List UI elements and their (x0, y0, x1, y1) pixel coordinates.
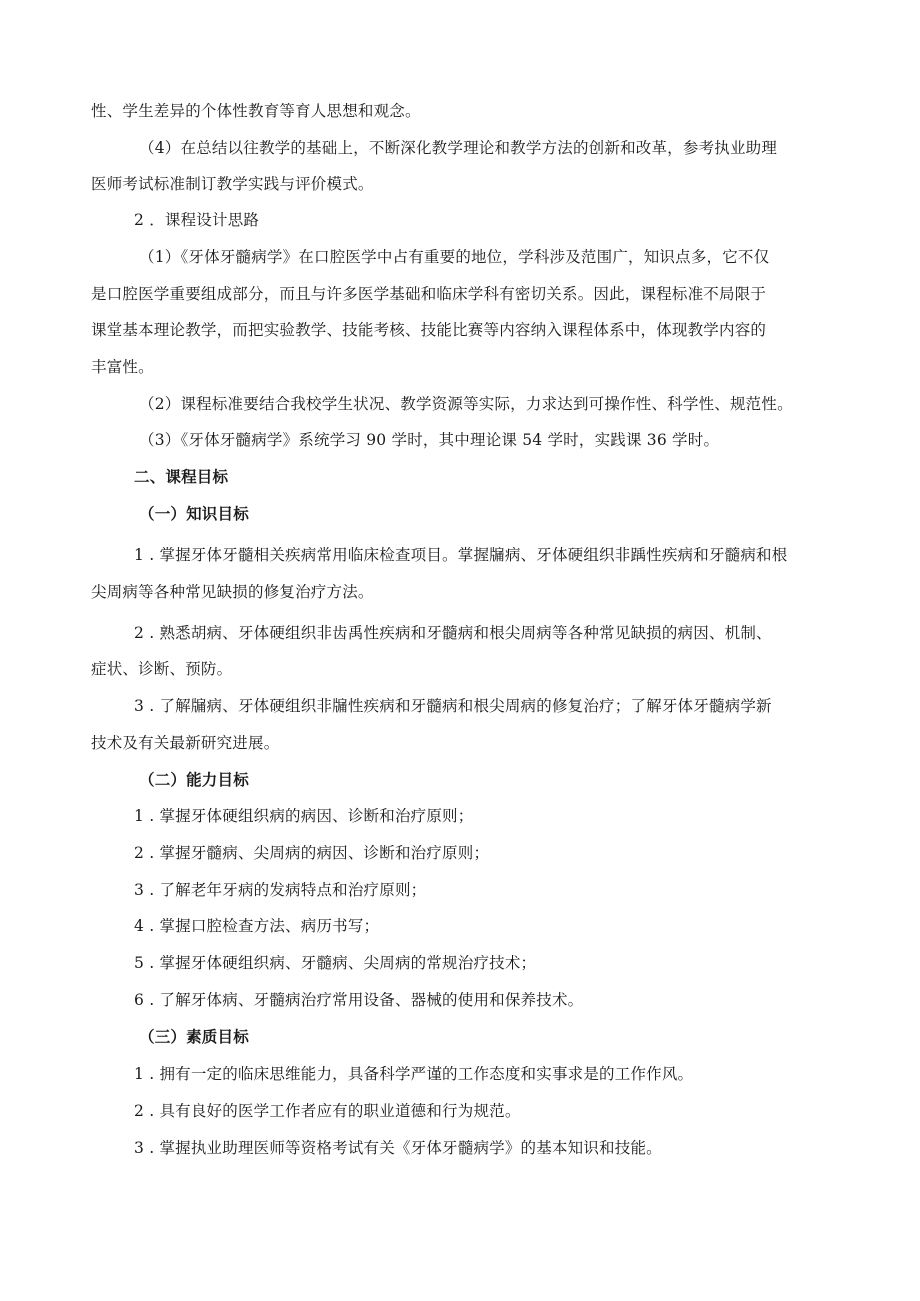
paragraph-line: 技术及有关最新研究进展。 (91, 734, 280, 752)
list-item: 5 . 掌握牙体硬组织病、牙髓病、尖周病的常规治疗技术； (134, 954, 537, 972)
paragraph-line: （3）《牙体牙髓病学》系统学习 90 学时，其中理论课 54 学时，实践课 36 学时。 (139, 431, 720, 449)
list-item: 6 . 了解牙体病、牙髓病治疗常用设备、器械的使用和保养技术。 (134, 991, 584, 1009)
paragraph-line: （2）课程标准要结合我校学生状况、教学资源等实际，力求达到可操作性、科学性、规范性。 (139, 395, 793, 413)
paragraph-line: （4）在总结以往教学的基础上，不断深化教学理论和教学方法的创新和改革，参考执业助理 (139, 139, 778, 157)
paragraph-line: 丰富性。 (91, 358, 154, 376)
chapter-heading: 二、课程目标 (134, 467, 229, 486)
list-item: 2 . 掌握牙髓病、尖周病的病因、诊断和治疗原则； (134, 844, 490, 862)
subsection-heading: （三）素质目标 (139, 1027, 249, 1046)
paragraph-line: 症状、诊断、预防。 (91, 660, 233, 678)
list-item: 2 . 具有良好的医学工作者应有的职业道德和行为规范。 (134, 1102, 521, 1120)
section-heading: 2 ．课程设计思路 (134, 211, 260, 229)
paragraph-line: 是口腔医学重要组成部分，而且与许多医学基础和临床学科有密切关系。因此，课程标准不局限于 (91, 285, 767, 303)
list-item: 1 . 拥有一定的临床思维能力，具备科学严谨的工作态度和实事求是的工作作风。 (134, 1065, 694, 1083)
subsection-heading: （二）能力目标 (139, 770, 249, 789)
paragraph-line: （1）《牙体牙髓病学》在口腔医学中占有重要的地位，学科涉及范围广，知识点多，它不仅 (139, 248, 770, 266)
paragraph-line: 医师考试标准制订教学实践与评价模式。 (91, 175, 374, 193)
list-item: 3 . 了解老年牙病的发病特点和治疗原则； (134, 881, 427, 899)
list-item: 1 . 掌握牙体硬组织病的病因、诊断和治疗原则； (134, 807, 474, 825)
list-item: 2 . 熟悉胡病、牙体硬组织非齿禹性疾病和牙髓病和根尖周病等各种常见缺损的病因、机制、 (134, 624, 772, 642)
list-item: 3 . 了解牖病、牙体硬组织非牖性疾病和牙髓病和根尖周病的修复治疗；了解牙体牙髓病学新 (134, 697, 772, 715)
subsection-heading: （一）知识目标 (139, 504, 249, 523)
paragraph-line: 性、学生差异的个体性教育等育人思想和观念。 (91, 102, 421, 120)
paragraph-line: 课堂基本理论教学，而把实验教学、技能考核、技能比赛等内容纳入课程体系中，体现教学内容的 (91, 321, 767, 339)
list-item: 3 . 掌握执业助理医师等资格考试有关《牙体牙髓病学》的基本知识和技能。 (134, 1139, 662, 1157)
list-item: 4 . 掌握口腔检查方法、病历书写； (134, 917, 380, 935)
list-item: 1 . 掌握牙体牙髓相关疾病常用临床检查项目。掌握牖病、牙体硬组织非踽性疾病和牙髓病和根 (134, 546, 788, 564)
paragraph-line: 尖周病等各种常见缺损的修复治疗方法。 (91, 583, 374, 601)
